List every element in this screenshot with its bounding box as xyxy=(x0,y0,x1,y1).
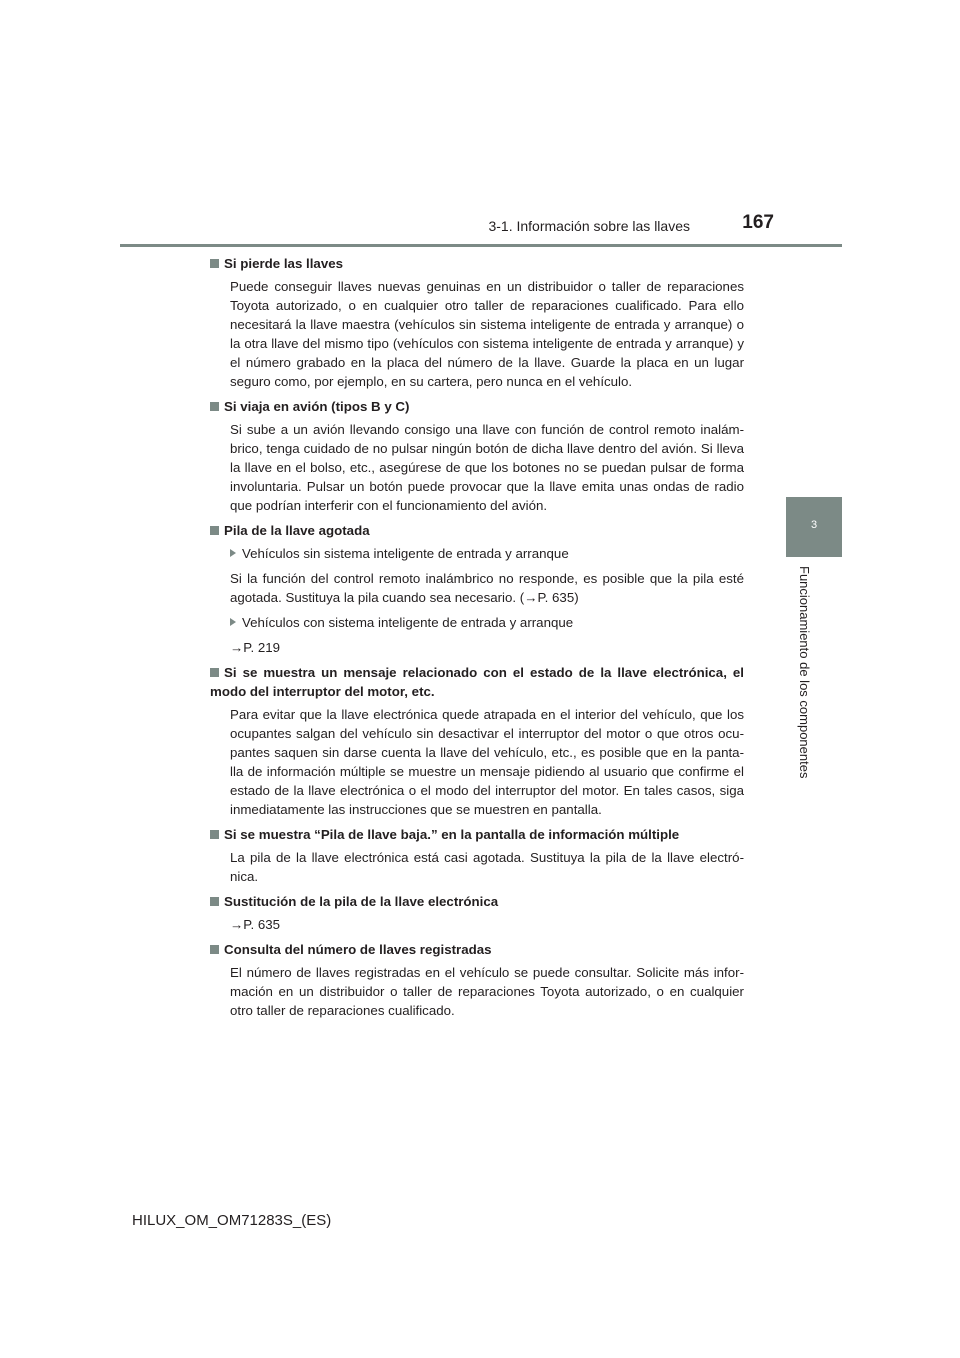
triangle-bullet-icon xyxy=(230,549,236,557)
main-content xyxy=(210,254,744,1026)
section-header: 3-1. Información sobre las llaves xyxy=(488,218,690,234)
section-title: Sustitución de la pila de la llave electrónica xyxy=(224,894,499,909)
section-title: Si pierde las llaves xyxy=(224,256,344,271)
triangle-bullet-icon xyxy=(230,618,236,626)
section-battery-replacement xyxy=(210,892,744,934)
bullet-square-icon xyxy=(210,830,219,839)
section-battery-depleted xyxy=(210,521,744,657)
section-low-battery-message xyxy=(210,825,744,886)
section-title: Pila de la llave agotada xyxy=(224,523,370,538)
section-lost-keys xyxy=(210,254,744,391)
document-code: HILUX_OM_OM71283S_(ES) xyxy=(132,1212,332,1229)
section-body: La pila de la llave electrónica está casi agotada. Sustituya la pila de la llave electró-nica. xyxy=(230,850,744,884)
bullet-square-icon xyxy=(210,259,219,268)
page-reference: →P. 219 xyxy=(230,640,281,655)
section-body: Para evitar que la llave electrónica quede atrapada en el interior del vehículo, que los ocupantes salgan del vehículo sin desactivar el interruptor del motor o que otros ocu-pantes saquen sin darse cuenta la llave del vehículo, etc., es posible que en la panta-lla de información múltiple se muestre un mensaje pidiendo al usuario que confirme el estado de la llave electrónica o el modo del interruptor del motor. En tales casos, siga inmediatamente las instrucciones que se muestren en pantalla. xyxy=(230,707,744,817)
subheading: Vehículos con sistema inteligente de entrada y arranque xyxy=(242,615,574,630)
section-title: Si se muestra un mensaje relacionado con el estado de la llave electrónica, el modo del interruptor del motor, etc. xyxy=(210,665,744,699)
chapter-tab: 3 xyxy=(786,497,842,557)
section-body: Si la función del control remoto inalámbrico no responde, es posible que la pila esté agotada. Sustituya la pila cuando sea necesario. (→P. 635) xyxy=(230,571,744,605)
page-reference: →P. 635 xyxy=(230,917,281,932)
subheading: Vehículos sin sistema inteligente de entrada y arranque xyxy=(242,546,569,561)
bullet-square-icon xyxy=(210,668,219,677)
header-divider xyxy=(120,244,842,247)
bullet-square-icon xyxy=(210,526,219,535)
section-body: Si sube a un avión llevando consigo una llave con función de control remoto inalám-brico, tenga cuidado de no pulsar ningún botón de dicha llave dentro del avión. Si lleva la llave en el bolso, etc., asegúrese de que los botones no se puedan pulsar de forma involuntaria. Pulsar un botón puede provocar que la llave emita unas ondas de radio que podrían interferir con el funcionamiento del avión. xyxy=(230,422,744,513)
bullet-square-icon xyxy=(210,897,219,906)
bullet-square-icon xyxy=(210,945,219,954)
chapter-title: Funcionamiento de los componentes xyxy=(797,566,812,779)
section-title: Consulta del número de llaves registradas xyxy=(224,942,492,957)
section-body: El número de llaves registradas en el vehículo se puede consultar. Solicite más infor-mación en un distribuidor o taller de reparaciones Toyota autorizado, o en cualquier otro taller de reparaciones cualificado. xyxy=(230,965,744,1018)
section-registered-keys xyxy=(210,940,744,1020)
section-body: Puede conseguir llaves nuevas genuinas en un distribuidor o taller de reparaciones Toyota autorizado, o en cualquier otro taller de reparaciones cualificado. Para ello necesitará la llave maestra (vehículos sin sistema inteligente de entrada y arranque) o la otra llave del mismo tipo (vehículos con sistema inteligente de entrada y arranque) y el número grabado en la placa del número de la llave. Guarde la placa en un lugar seguro como, por ejemplo, en su cartera, pero nunca en el vehículo. xyxy=(230,279,744,389)
section-title: Si se muestra “Pila de llave baja.” en la pantalla de información múltiple xyxy=(224,827,680,842)
section-key-message xyxy=(210,663,744,819)
section-title: Si viaja en avión (tipos B y C) xyxy=(224,399,410,414)
section-airplane xyxy=(210,397,744,515)
bullet-square-icon xyxy=(210,402,219,411)
page-number: 167 xyxy=(742,212,774,233)
